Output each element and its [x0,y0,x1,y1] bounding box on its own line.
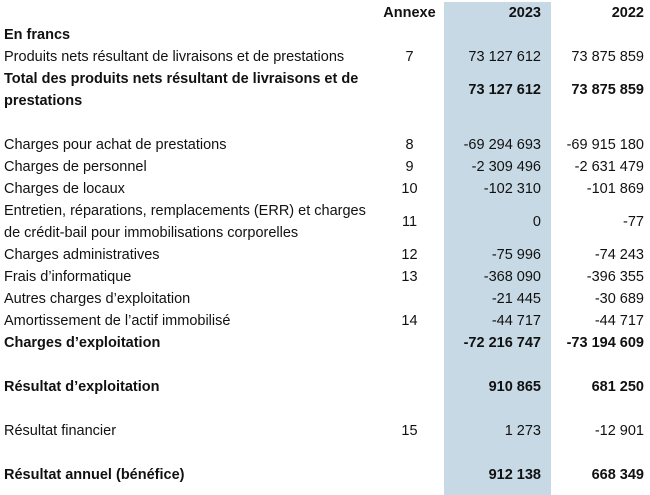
spacer-row [0,354,650,376]
row-value-2022: -69 915 180 [566,137,644,153]
row-label: Entretien, réparations, remplacements (ERR) et charges de crédit-bail pour immobilisations corporelles [4,203,366,241]
row-value-2023: -72 216 747 [463,335,541,351]
income-statement-table [0,2,650,486]
table-row [0,420,650,442]
row-label: Frais d’informatique [4,269,132,285]
row-value-2022: -101 869 [586,181,644,197]
spacer-row [0,442,650,464]
row-annex [375,68,444,112]
table-row [0,244,650,266]
row-value-2023: 0 [532,214,541,230]
row-annex: 11 [401,214,418,230]
header-row [0,2,650,24]
row-value-2022: 668 349 [591,467,644,483]
row-annex: 8 [405,137,414,153]
unit-row [0,24,650,46]
header-empty-cell [0,2,375,24]
row-value-2023: -69 294 693 [463,137,541,153]
row-value-2023: 912 138 [488,467,541,483]
spacer-row [0,398,650,420]
row-annex [375,332,444,354]
row-annex: 9 [405,159,414,175]
row-value-2022: -30 689 [594,291,644,307]
row-value-2022: 73 875 859 [571,49,644,65]
table-row [0,464,650,486]
table-row [0,156,650,178]
row-value-2022: -73 194 609 [566,335,644,351]
table-row [0,310,650,332]
table-row [0,68,650,112]
row-label: Charges d’exploitation [4,335,161,351]
row-value-2022: -74 243 [594,247,644,263]
table-row [0,266,650,288]
row-value-2022: -2 631 479 [574,159,644,175]
row-label: Résultat d’exploitation [4,379,160,395]
row-value-2022: -77 [623,214,644,230]
row-annex: 13 [401,269,418,285]
row-value-2023: 73 127 612 [468,49,541,65]
table-row [0,288,650,310]
row-annex: 12 [401,247,418,263]
row-value-2023: 1 273 [504,423,541,439]
year-2022-header: 2022 [611,5,644,21]
table-row [0,376,650,398]
table-row [0,178,650,200]
row-label: Charges de locaux [4,181,125,197]
year-2023-header: 2023 [508,5,541,21]
row-value-2022: 681 250 [591,379,644,395]
row-value-2022: 73 875 859 [571,82,644,98]
row-value-2023: -102 310 [483,181,541,197]
row-value-2022: -396 355 [586,269,644,285]
spacer-row [0,112,650,134]
row-value-2023: -368 090 [483,269,541,285]
row-annex: 15 [401,423,418,439]
row-annex: 7 [405,49,414,65]
row-label: Total des produits nets résultant de livraisons et de prestations [4,71,359,109]
row-value-2023: 73 127 612 [468,82,541,98]
row-value-2023: -75 996 [491,247,541,263]
row-value-2023: -2 309 496 [471,159,541,175]
row-value-2023: -21 445 [491,291,541,307]
row-label: Charges de personnel [4,159,147,175]
table-row [0,332,650,354]
row-annex [375,376,444,398]
table-row [0,46,650,68]
row-annex [375,464,444,486]
annex-header: Annexe [383,5,436,21]
row-annex: 14 [401,313,418,329]
row-label: Charges pour achat de prestations [4,137,227,153]
row-value-2023: 910 865 [488,379,541,395]
row-value-2022: -12 901 [594,423,644,439]
row-value-2022: -44 717 [594,313,644,329]
table-row [0,200,650,244]
row-label: Amortissement de l’actif immobilisé [4,313,231,329]
row-label: Résultat financier [4,423,117,439]
row-value-2023: -44 717 [491,313,541,329]
row-label: Charges administratives [4,247,160,263]
table-row [0,134,650,156]
row-annex [375,288,444,310]
row-label: Résultat annuel (bénéfice) [4,467,185,483]
row-annex: 10 [401,181,418,197]
unit-label: En francs [4,27,71,43]
row-label: Produits nets résultant de livraisons et de prestations [4,49,345,65]
row-label: Autres charges d’exploitation [4,291,191,307]
